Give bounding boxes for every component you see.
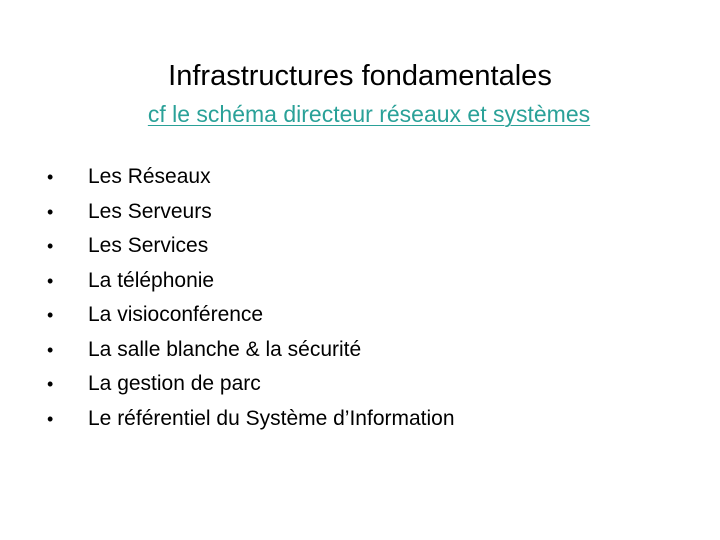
bullet-icon: •: [47, 270, 54, 291]
bullet-text: La salle blanche & la sécurité: [88, 337, 362, 361]
bullet-icon: •: [47, 374, 54, 394]
subtitle-container: [0, 97, 720, 131]
bullet-icon: •: [47, 408, 54, 429]
bullet-text: Les Serveurs: [88, 199, 212, 223]
bullet-text: La visioconférence: [88, 303, 264, 326]
bullet-icon: •: [47, 305, 54, 325]
bullet-icon: •: [47, 167, 54, 187]
bullet-text: Le référentiel du Système d’Information: [88, 406, 455, 430]
bullet-text: Les Réseaux: [88, 165, 211, 188]
bullet-text: La gestion de parc: [88, 372, 261, 395]
bullet-text: La téléphonie: [88, 268, 215, 292]
slide-title: Infrastructures fondamentales: [168, 60, 552, 92]
bullet-text: Les Services: [88, 234, 209, 257]
schema-directeur-link[interactable]: cf le schéma directeur réseaux et systèmes: [147, 101, 591, 127]
bullet-icon: •: [47, 236, 54, 256]
bullet-icon: •: [47, 201, 54, 222]
bullet-icon: •: [47, 339, 54, 360]
